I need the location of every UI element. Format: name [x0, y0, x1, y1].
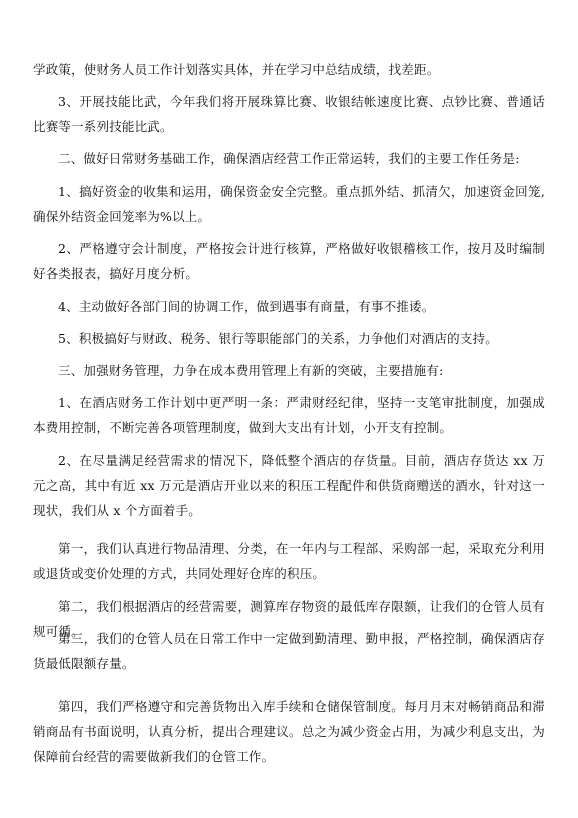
paragraph-inventory: 2、在尽量满足经营需求的情况下，降低整个酒店的存货量。目前，酒店存货达 xx 万元之高，其中有近 xx 万元是酒店开业以来的积压工程配件和供货商赠送的酒水，针对这一现状，我们从 x 个方面着手。 [33, 453, 545, 518]
paragraph-funds: 1、搞好资金的收集和运用，确保资金安全完整。重点抓外结、抓清欠，加速资金回笼,确保外结资金回笼率为%以上。 [33, 184, 545, 224]
paragraph-first: 第一，我们认真进行物品清理、分类，在一年内与工程部、采购部一起，采取充分利用或退货或变价处理的方式，共同处理好仓库的积压。 [33, 541, 545, 581]
paragraph-coordination: 4、主动做好各部门间的协调工作，做到遇事有商量，有事不推诿。 [58, 299, 435, 314]
paragraph-second: 第二，我们根据酒店的经营需要，测算库存物资的最低库存限额，让我们的仓管人员有规可循。 [33, 599, 545, 639]
paragraph-relations: 5、积极搞好与财政、税务、银行等职能部门的关系，力争他们对酒店的支持。 [58, 331, 498, 346]
section-heading-2: 二、做好日常财务基础工作，确保酒店经营工作正常运转，我们的主要工作任务是: [58, 151, 520, 166]
paragraph-skill-competition: 3、开展技能比武，今年我们将开展珠算比赛、收银结帐速度比赛、点钞比赛、普通话比赛等一系列技能比武。 [33, 94, 545, 134]
paragraph-third: 第三，我们的仓管人员在日常工作中一定做到勤清理、勤申报，严格控制，确保酒店存货最低限额存量。 [33, 631, 545, 671]
paragraph-continuation: 学政策，使财务人员工作计划落实具体，并在学习中总结成绩，找差距。 [33, 62, 440, 77]
paragraph-accounting: 2、严格遵守会计制度，严格按会计进行核算，严格做好收银稽核工作，按月及时编制好各类报表，搞好月度分析。 [33, 241, 545, 281]
section-heading-3: 三、加强财务管理，力争在成本费用管理上有新的突破，主要措施有: [58, 363, 444, 378]
paragraph-fourth: 第四，我们严格遵守和完善货物出入库手续和仓储保管制度。每月月末对畅销商品和滞销商品有书面说明，认真分析，提出合理建议。总之为减少资金占用，为减少利息支出，为保障前台经营的需要做新我们的仓管工作。 [33, 699, 545, 764]
paragraph-discipline: 1、在酒店财务工作计划中更严明一条：严肃财经纪律，坚持一支笔审批制度，加强成本费用控制，不断完善各项管理制度，做到大支出有计划，小开支有控制。 [33, 395, 545, 435]
